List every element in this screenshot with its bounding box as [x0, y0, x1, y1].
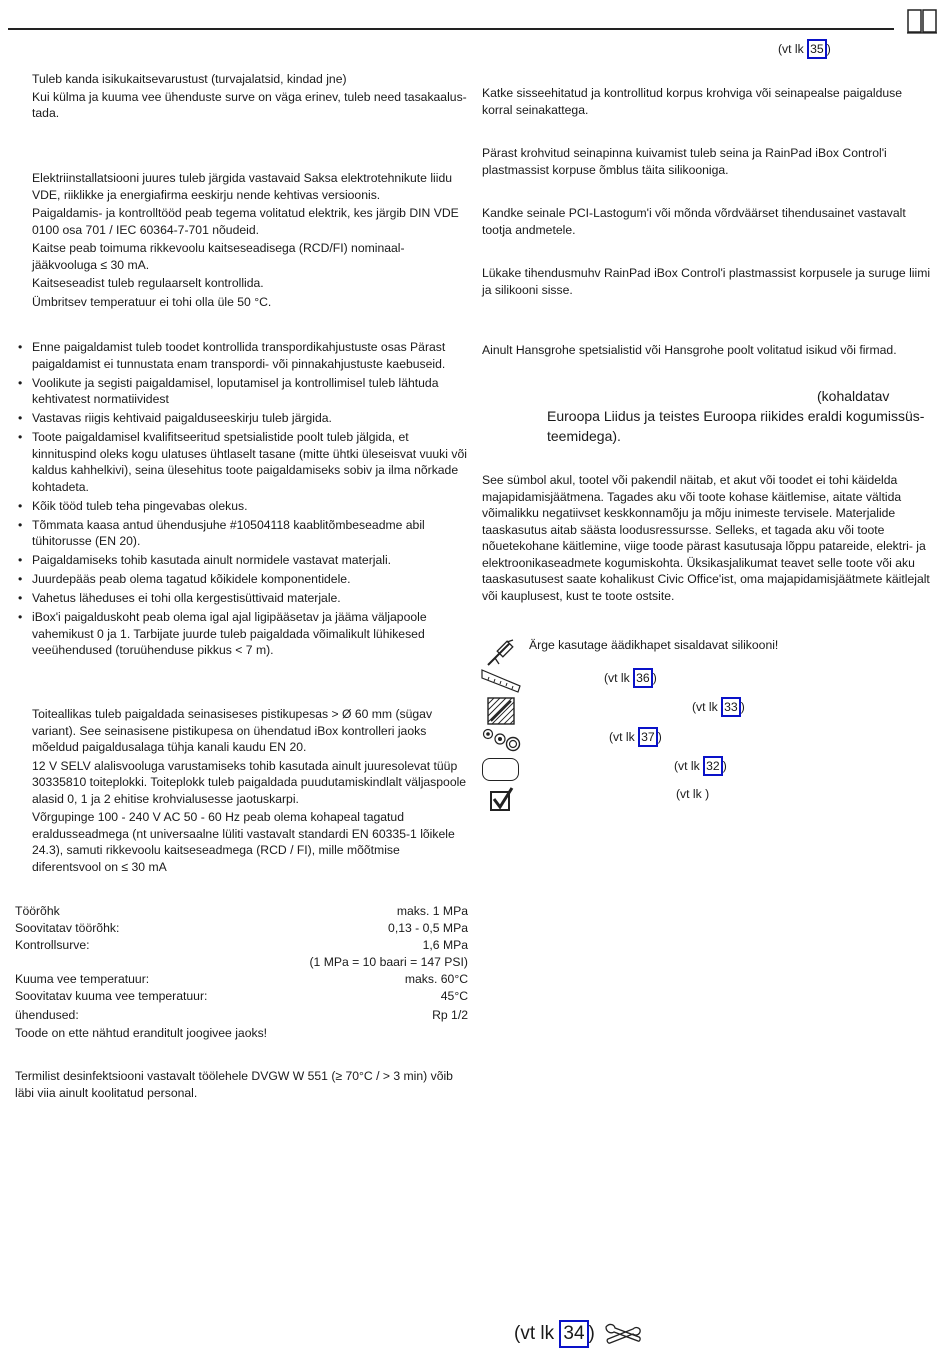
- list-item: • Tõmmata kaasa antud ühendusjuhe #10504118 kaablitõmbeseadme abil tühitorusse (EN 20).: [16, 517, 468, 550]
- list-item: • Vahetus läheduses ei tohi olla kergestisüttivaid materjale.: [16, 590, 468, 607]
- weee-text-continued: Euroopa Liidus ja teistes Euroopa riikides eraldi kogumissüs-teemidega).: [547, 408, 925, 444]
- page-link-33[interactable]: 33: [721, 697, 741, 717]
- electrical-line: Paigaldamis- ja kontrolltööd peab tegema volitatud elektrik, kes järgib DIN VDE 0100 osa 701 / IEC 60364-7-701 nõudeid.: [32, 206, 459, 237]
- list-item: • Voolikute ja segisti paigaldamisel, loputamisel ja kontrollimisel tuleb lähtuda kehtivatest normatiividest: [16, 375, 468, 408]
- page-link-34[interactable]: 34: [559, 1320, 588, 1348]
- list-item: • Vastavas riigis kehtivaid paigalduseeskirju tuleb järgida.: [16, 410, 468, 427]
- ref-prefix: (vt lk: [692, 700, 722, 714]
- spec-label: ühendused:: [15, 1007, 79, 1022]
- spec-value: 0,13 - 0,5 MPa: [388, 921, 468, 935]
- ref-prefix: (vt lk: [778, 42, 808, 56]
- spec-value: (1 MPa = 10 baari = 147 PSI): [309, 955, 468, 969]
- footer-page-ref: [514, 1320, 595, 1348]
- book-icon: [906, 8, 938, 34]
- list-item: • Toote paigaldamisel kvalifitseeritud spetsialistide poolt tuleb jälgida, et kinnituspind oleks kogu ulatuses ühtlaselt tasane (mitte ühtki üleseisvat vuuki või kaldus kahhelkivi), seina ülesehitus toote paigaldamiseks sobiv ja ilma nõrkade kohtadeta.: [16, 429, 468, 495]
- page-link-35[interactable]: 35: [807, 39, 827, 59]
- ref-prefix: (vt lk: [609, 730, 639, 744]
- ref-suffix: ): [705, 787, 710, 801]
- ref-prefix: (vt lk: [604, 671, 634, 685]
- spec-label: Soovitatav töörõhk:: [15, 921, 120, 935]
- safety-line: Kui külma ja kuuma vee ühenduste surve on väga erinev, tuleb need tasakaalus-tada.: [32, 89, 467, 120]
- safety-section: [32, 71, 468, 122]
- spec-value: 45°C: [440, 989, 468, 1003]
- checkbox-icon: [489, 786, 515, 812]
- electrical-line: Elektriinstallatsiooni juures tuleb järgida vastavaid Saksa elektrotehnikute liidu VDE, riiklikke ja energiafirma eeskirju nende kehtivas versioonis.: [32, 171, 453, 202]
- spec-value: 1,6 MPa: [422, 938, 468, 952]
- spec-row: [15, 1007, 468, 1024]
- fittings-icon: [482, 727, 522, 753]
- hatched-square-icon: [487, 697, 515, 725]
- page-link-32[interactable]: 32: [703, 756, 723, 776]
- list-item: • Juurdepääs peab olema tagatud kõikidele komponentidele.: [16, 571, 468, 588]
- ref-checkbox: [676, 786, 709, 803]
- spec-value: maks. 60°C: [404, 972, 468, 986]
- spec-value: Rp 1/2: [432, 1007, 468, 1022]
- ref-suffix: ): [652, 671, 657, 685]
- power-paragraph: 12 V SELV alalisvooluga varustamiseks tohib kasutada ainult juuresolevat tüüp 30335810 toiteplokki. Toiteplokk tuleb paigaldada puudutamiskindlalt väljaspoole alasid 0, 1 ja 2 ehitise krohvialusesse jaotuskarpi.: [32, 758, 467, 806]
- ref-rounded-rectangle: [674, 756, 727, 776]
- page-link-37[interactable]: 37: [638, 727, 658, 747]
- spec-label: Töörõhk: [15, 904, 60, 918]
- ref-prefix: (vt lk: [514, 1323, 560, 1344]
- electrical-section: [32, 170, 468, 310]
- electrical-line: Ümbritsev temperatuur ei tohi olla üle 50 °C.: [32, 294, 272, 309]
- safety-line: Tuleb kanda isikukaitsevarustust (turvajalatsid, kindad jne): [32, 72, 347, 86]
- electrical-line: Kaitseseadist tuleb regulaarselt kontrollida.: [32, 276, 264, 290]
- power-paragraph: Toiteallikas tuleb paigaldada seinasiseses pistikupesas > Ø 60 mm (sügav variant). See seinasisene pistikupesa on ühendatud iBox kontrolleri jaoks mõeldud paigaldusalaga tühja kanali kaudu EN 20.: [32, 707, 433, 754]
- spec-label: Kuuma vee temperatuur:: [15, 972, 150, 986]
- header-page-ref: [778, 39, 831, 59]
- disposal-paragraph: See sümbol akul, tootel või pakendil näitab, et akut või toodet ei tohi käidelda majapidamisjäätmena. Tagades aku või toote kohase käitlemise, aitate vältida võimalikku negatiivset keskkonnamõju ja mõju inimeste tervisele. Materjalide taaskasutus aitab säästa loodusressursse. Selleks, et tagada aku või toote nõuetekohane käitlemine, viige toode pärast kasutusaja lõppu patareide, elektri- ja elektroonikaseadmete kogumiskohta. Üksikasjalikumat teavet selle toote või aku taaskasutusest saate kohalikust Civic Office'ist, oma majapidamisjäätmete käitlejalt või kauplusest, kust te toote ostsite.: [482, 473, 930, 603]
- ref-prefix: (vt lk: [674, 759, 704, 773]
- spec-label: Soovitatav kuuma vee temperatuur:: [15, 989, 208, 1003]
- power-supply-section: [32, 706, 468, 875]
- silicone-seal-paragraph: Pärast krohvitud seinapinna kuivamist tuleb seina ja RainPad iBox Control'i plastmassist korpuse õmblus täita silikooniga.: [482, 146, 887, 177]
- header-rule: [8, 28, 894, 30]
- technical-data-table: [15, 903, 468, 1042]
- spec-value: maks. 1 MPa: [396, 904, 468, 918]
- installation-bullet-list: [16, 339, 468, 661]
- list-item: • Paigaldamiseks tohib kasutada ainult normidele vastavat materjali.: [16, 552, 468, 569]
- sealing-sleeve-paragraph: Lükake tihendusmuhv RainPad iBox Control'i plastmassist korpusele ja suruge liimi ja silikooni sisse.: [482, 266, 931, 297]
- rounded-rectangle-icon: [482, 758, 519, 781]
- ref-prefix: (vt lk: [676, 787, 706, 801]
- spec-row: [15, 903, 468, 920]
- drinking-water-note: Toode on ette nähtud eranditult joogivee jaoks!: [15, 1026, 268, 1040]
- list-item: • iBox'i paigalduskoht peab olema igal ajal ligipääsetav ja jääma väljapoole vahemikust 0 ja 1. Tarbijate juurde tuleb paigaldada võimalikult lühikesed veeühendused (toruühenduse pikkus < 7 m).: [16, 609, 468, 659]
- disinfection-note: Termilist desinfektsiooni vastavalt töölehele DVGW W 551 (≥ 70°C / > 3 min) võib läbi viia ainult koolitatud personal.: [15, 1069, 453, 1100]
- ref-suffix: ): [740, 700, 745, 714]
- silicone-gun-icon: [485, 638, 515, 668]
- spec-row: [15, 971, 468, 988]
- electrical-line: Kaitse peab toimuma rikkevoolu kaitseseadisega (RCD/FI) nominaal-jääkvooluga ≤ 30 mA.: [32, 241, 405, 272]
- weee-text-start: (kohaldatav: [817, 388, 890, 404]
- spec-row: [15, 920, 468, 937]
- spec-label: Kontrollsurve:: [15, 938, 90, 952]
- ref-suffix: ): [657, 730, 662, 744]
- sealant-paragraph: Kandke seinale PCI-Lastogum'i või mõnda võrdväärset tihendusainet vastavalt tootja andmetele.: [482, 206, 906, 237]
- ref-hatched-square: [692, 697, 745, 717]
- spec-row: [15, 988, 468, 1005]
- spec-row: [15, 954, 468, 971]
- ref-suffix: ): [826, 42, 831, 56]
- list-item: • Enne paigaldamist tuleb toodet kontrollida transpordikahjustuste osas Pärast paigaldamist ei tunnustata enam transpordi- või pinnakahjustuste kaebuseid.: [16, 339, 468, 372]
- spec-row: [15, 937, 468, 954]
- ruler-icon: [480, 668, 522, 694]
- wrench-icon: [603, 1321, 643, 1347]
- ref-suffix: ): [588, 1323, 595, 1344]
- page-link-36[interactable]: 36: [633, 668, 653, 688]
- ref-fittings: [609, 727, 662, 747]
- ref-suffix: ): [722, 759, 727, 773]
- list-item: • Kõik tööd tuleb teha pingevabas olekus.: [16, 498, 468, 515]
- power-paragraph: Võrgupinge 100 - 240 V AC 50 - 60 Hz peab olema kohapeal tagatud eraldusseadmega (nt universaalne lüliti vastavalt standardi EN 60335-1 lõikele 24.3), samuti rikkevoolu kaitseseadmega (RCD / FI), mille mõõtmise diferentsvool on ≤ 30 mA: [32, 810, 455, 874]
- ref-ruler: [604, 668, 657, 688]
- service-personnel-paragraph: Ainult Hansgrohe spetsialistid või Hansgrohe poolt volitatud isikud või firmad.: [482, 343, 897, 357]
- covering-paragraph: Katke sisseehitatud ja kontrollitud korpus krohviga või seinapealse paigalduse korral seinakattega.: [482, 86, 903, 117]
- silicone-warning: Ärge kasutage äädikhapet sisaldavat silikooni!: [529, 638, 779, 652]
